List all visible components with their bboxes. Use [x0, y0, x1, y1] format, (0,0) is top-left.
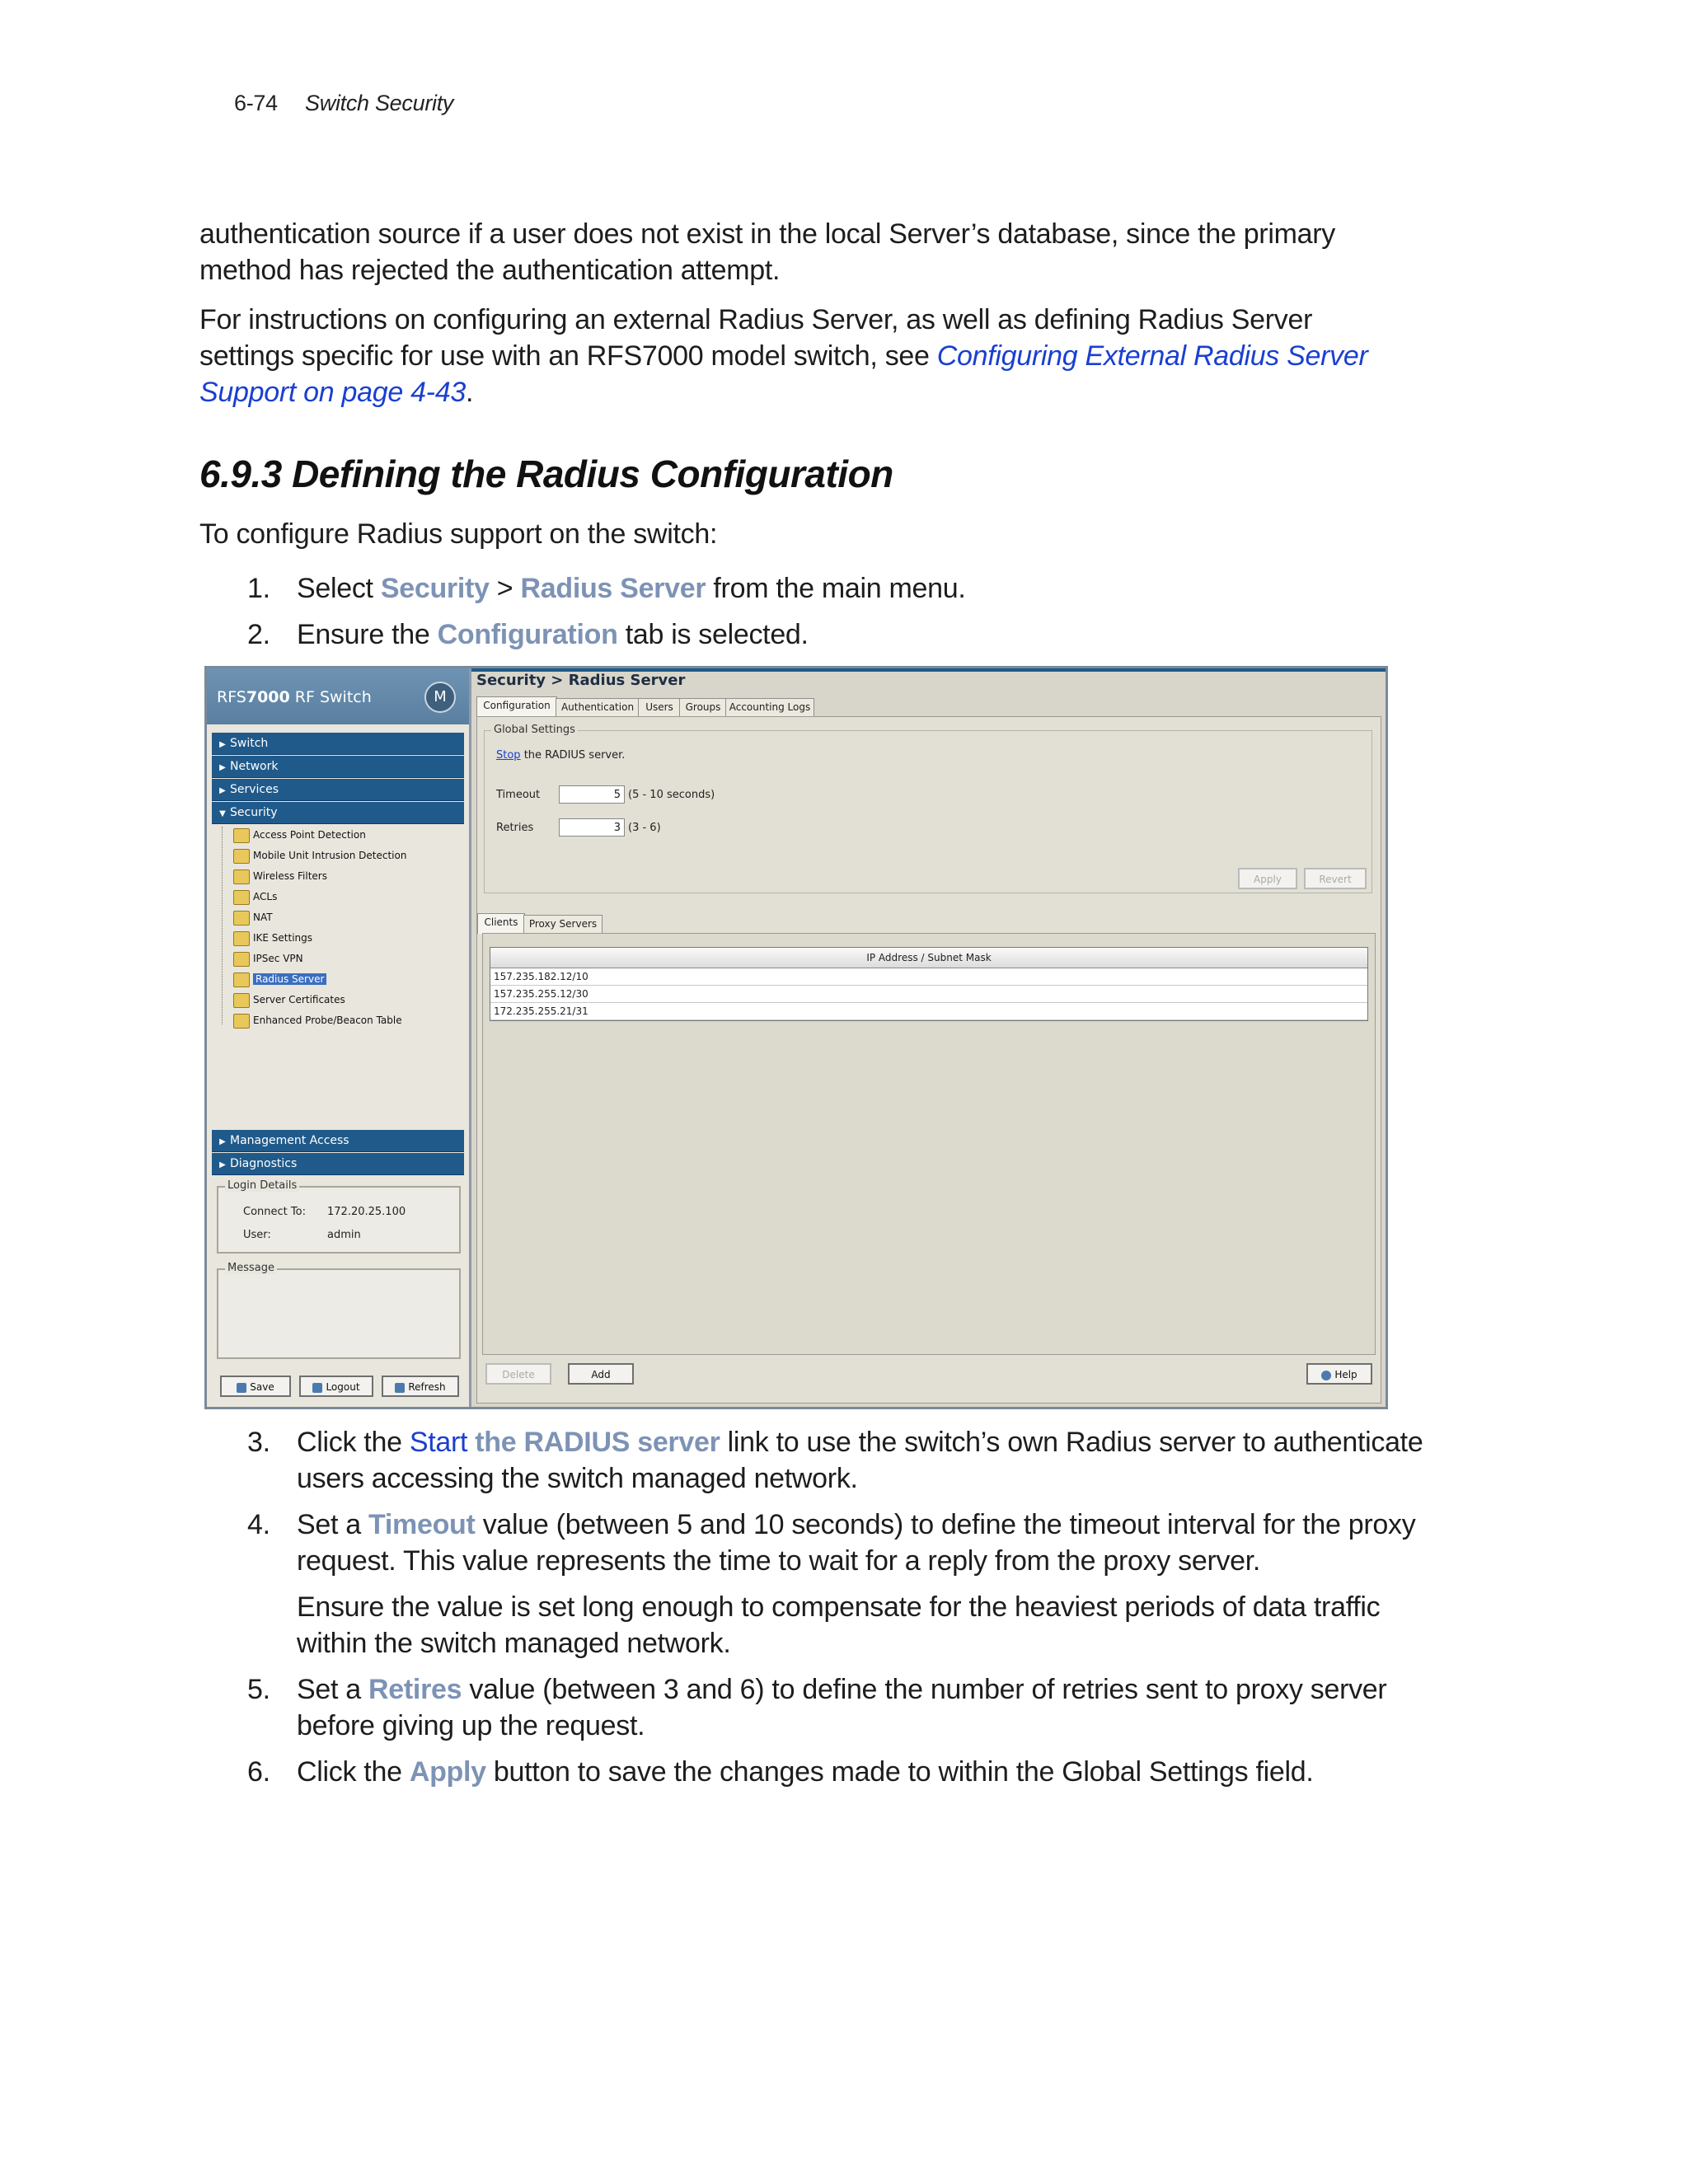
intrusion-icon	[233, 849, 250, 864]
tab-accounting-logs[interactable]: Accounting Logs	[725, 698, 814, 717]
tree-item-mu-intrusion-detection[interactable]: Mobile Unit Intrusion Detection	[215, 846, 406, 865]
acl-icon	[233, 890, 250, 905]
step-number: 1.	[247, 573, 270, 604]
step-number: 5.	[247, 1674, 270, 1705]
sidebar	[207, 668, 471, 1407]
add-button[interactable]: Add	[568, 1363, 634, 1385]
motorola-logo-icon: M	[424, 682, 456, 713]
user-value: admin	[327, 1229, 361, 1241]
tab-groups[interactable]: Groups	[679, 698, 727, 717]
radius-server-screenshot	[204, 666, 1388, 1409]
tab-proxy-servers[interactable]: Proxy Servers	[523, 915, 603, 934]
tree-item-enhanced-probe[interactable]: Enhanced Probe/Beacon Table	[215, 1010, 402, 1030]
step-number: 6.	[247, 1756, 270, 1788]
table-row[interactable]: 157.235.182.12/10	[490, 968, 1367, 986]
step-text: Click the Apply button to save the changes made to within the Global Settings field.	[297, 1756, 1314, 1788]
probe-icon	[233, 1014, 250, 1029]
step-number: 3.	[247, 1427, 270, 1458]
nav-diagnostics[interactable]: ▶ Diagnostics	[212, 1153, 464, 1175]
cross-reference-link[interactable]: Configuring External Radius Server Support on page 4-43	[199, 340, 1368, 408]
tree-item-ipsec-vpn[interactable]: IPSec VPN	[215, 949, 303, 968]
global-settings-group	[484, 724, 1372, 893]
tree-item-ike-settings[interactable]: IKE Settings	[215, 928, 312, 948]
revert-button[interactable]: Revert	[1304, 868, 1367, 889]
table-header: IP Address / Subnet Mask	[490, 948, 1367, 968]
nav-switch[interactable]: ▶ Switch	[212, 733, 464, 755]
configuration-panel	[476, 716, 1381, 1404]
message-caption: Message	[225, 1262, 277, 1274]
tab-configuration[interactable]: Configuration	[476, 696, 557, 717]
global-settings-caption: Global Settings	[491, 724, 578, 736]
nav-security[interactable]: ▼ Security	[212, 802, 464, 824]
connect-to-value: 172.20.25.100	[327, 1206, 406, 1218]
login-details-box	[217, 1179, 461, 1254]
connect-to-label: Connect To:	[243, 1206, 306, 1218]
stop-link[interactable]: Stop	[496, 749, 521, 762]
certificate-icon	[233, 993, 250, 1008]
login-details-caption: Login Details	[225, 1179, 299, 1192]
apply-button[interactable]: Apply	[1238, 868, 1297, 889]
vpn-icon	[233, 952, 250, 967]
tab-clients[interactable]: Clients	[477, 913, 525, 934]
nav-network[interactable]: ▶ Network	[212, 756, 464, 778]
refresh-icon	[395, 1383, 405, 1393]
step-text: Set a Retires value (between 3 and 6) to define the number of retries sent to proxy server before giving up the request.	[297, 1674, 1387, 1741]
retries-range: (3 - 6)	[628, 822, 661, 834]
tree-item-server-certificates[interactable]: Server Certificates	[215, 990, 345, 1010]
nat-icon	[233, 911, 250, 926]
retries-field[interactable]: 3	[559, 818, 625, 837]
message-box	[217, 1262, 461, 1359]
step-text: Set a Timeout value (between 5 and 10 seconds) to define the timeout interval for the proxy request. This value represents the time to wait for a reply from the proxy server.	[297, 1509, 1416, 1577]
paragraph-end: .	[465, 377, 474, 408]
tree-item-nat[interactable]: NAT	[215, 907, 273, 927]
intro-text: To configure Radius support on the switch:	[199, 518, 718, 550]
nav-management-access[interactable]: ▶ Management Access	[212, 1130, 464, 1152]
timeout-range: (5 - 10 seconds)	[628, 789, 715, 801]
tree-item-radius-server[interactable]: Radius Server	[215, 969, 326, 989]
app-header	[207, 668, 469, 724]
page-number: 6-74	[234, 91, 278, 115]
logout-icon	[312, 1383, 322, 1393]
delete-button[interactable]: Delete	[485, 1363, 551, 1385]
step-number: 2.	[247, 619, 270, 650]
help-icon	[1321, 1371, 1331, 1380]
paragraph-text: For instructions on configuring an external Radius Server, as well as defining Radius Server settings specific for use with an RFS7000 model switch, see	[199, 304, 1313, 372]
main-title: Security > Radius Server	[476, 672, 686, 689]
table-row[interactable]: 157.235.255.12/30	[490, 986, 1367, 1003]
timeout-field[interactable]: 5	[559, 785, 625, 804]
app-title: RFS7000 RF Switch	[217, 688, 372, 706]
save-button[interactable]: Save	[220, 1376, 291, 1397]
tab-authentication[interactable]: Authentication	[556, 698, 640, 717]
radius-icon	[233, 972, 250, 987]
step-4-note: Ensure the value is set long enough to compensate for the heaviest periods of data traffic within the switch managed network.	[297, 1591, 1381, 1659]
tree-item-wireless-filters[interactable]: Wireless Filters	[215, 866, 327, 886]
lock-icon	[233, 931, 250, 946]
refresh-button[interactable]: Refresh	[382, 1376, 459, 1397]
tree-item-access-point-detection[interactable]: Access Point Detection	[215, 825, 366, 845]
step-text: Select Security > Radius Server from the main menu.	[297, 573, 966, 604]
section-name: Switch Security	[305, 91, 454, 115]
step-text: Click the Start the RADIUS server link to use the switch’s own Radius server to authenticate users accessing the switch managed network.	[297, 1427, 1423, 1494]
main-panel	[471, 668, 1386, 1407]
tree-item-acls[interactable]: ACLs	[215, 887, 277, 907]
running-header	[234, 91, 453, 115]
filter-icon	[233, 869, 250, 884]
retries-label: Retries	[496, 822, 534, 834]
section-heading: 6.9.3 Defining the Radius Configuration	[199, 452, 893, 495]
tab-users[interactable]: Users	[638, 698, 681, 717]
stop-server-text: Stop the RADIUS server.	[496, 749, 626, 762]
step-text: Ensure the Configuration tab is selected.	[297, 619, 809, 650]
step-number: 4.	[247, 1509, 270, 1540]
paragraph	[199, 302, 1403, 410]
user-label: User:	[243, 1229, 271, 1241]
paragraph: authentication source if a user does not exist in the local Server’s database, since the primary method has rejected the authentication attempt.	[199, 218, 1335, 286]
ap-detection-icon	[233, 828, 250, 843]
table-row[interactable]: 172.235.255.21/31	[490, 1003, 1367, 1020]
clients-panel	[482, 933, 1376, 1355]
help-button[interactable]: Help	[1306, 1363, 1372, 1385]
logout-button[interactable]: Logout	[299, 1376, 373, 1397]
timeout-label: Timeout	[496, 789, 541, 801]
nav-services[interactable]: ▶ Services	[212, 779, 464, 801]
save-icon	[237, 1383, 246, 1393]
clients-table	[490, 947, 1368, 1021]
